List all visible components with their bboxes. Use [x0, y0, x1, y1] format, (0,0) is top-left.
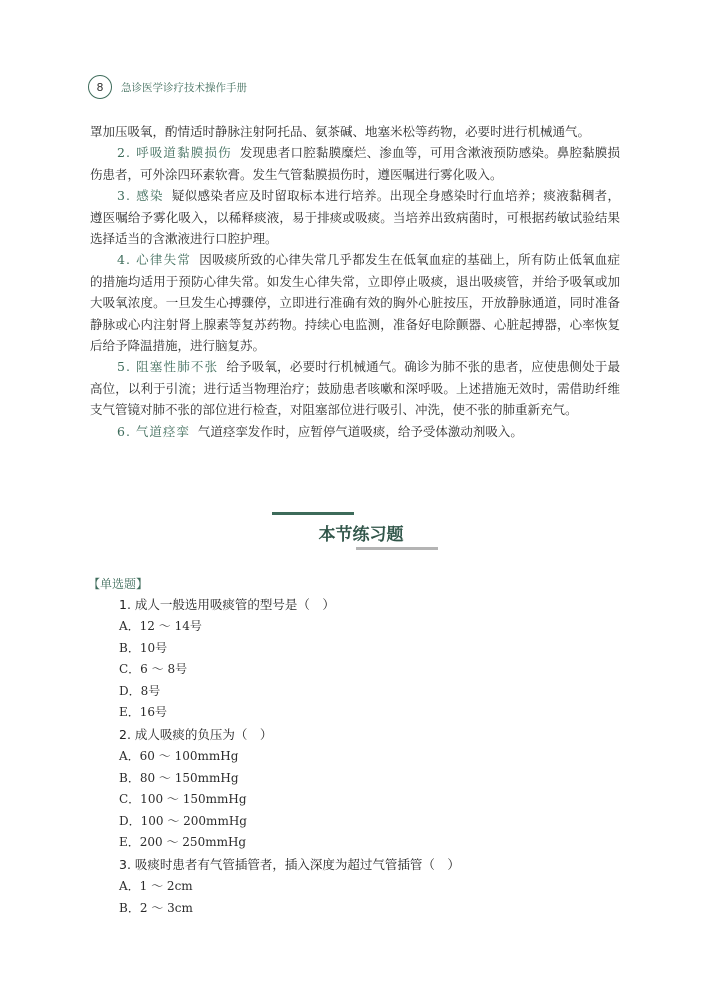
item-text: 疑似感染者应及时留取标本进行培养。出现全身感染时行血培养；痰液黏稠者，遵医嘱给予雾化吸入，以稀释痰液，易于排痰或吸痰。当培养出致病菌时，可根据药敏试验结果选择适当的含漱液进行口腔护理。 [90, 188, 620, 247]
answer-option: B．10号 [119, 640, 168, 655]
item-text: 发现患者口腔黏膜糜烂、渗血等，可用含漱液预防感染。鼻腔黏膜损伤患者，可外涂四环素软膏。发生气管黏膜损伤时，遵医嘱进行雾化吸入。 [90, 145, 620, 182]
item-text: 因吸痰所致的心律失常几乎都发生在低氧血症的基础上，所有防止低氧血症的措施均适用于预防心律失常。如发生心律失常，立即停止吸痰，退出吸痰管，并给予吸氧或加大吸氧浓度。一旦发生心搏骤停，立即进行准确有效的胸外心脏按压，开放静脉通道，同时准备静脉或心内注射肾上腺素等复苏药物。持续心电监测，准备好电除颤器、心脏起搏器，心率恢复后给予降温措施，进行脑复苏。 [90, 252, 620, 354]
answer-option: A．1 ～ 2cm [119, 878, 193, 893]
body-text [90, 121, 620, 442]
answer-option: D．8号 [119, 683, 161, 698]
item-text: 给予吸氧，必要时行机械通气。确诊为肺不张的患者，应使患侧处于最高位，以利于引流；进行适当物理治疗；鼓励患者咳嗽和深呼吸。上述措施无效时，需借助纤维支气管镜对肺不张的部位进行检查，对阻塞部位进行吸引、冲洗，使不张的肺重新充气。 [90, 359, 620, 418]
answer-option: C．100 ～ 150mmHg [119, 792, 247, 807]
paragraph-airway-spasm [90, 421, 620, 442]
question-stem: 1. 成人一般选用吸痰管的型号是（ ） [119, 597, 335, 612]
intro-paragraph: 罩加压吸氧，酌情适时静脉注射阿托品、氨茶碱、地塞米松等药物，必要时进行机械通气。 [90, 124, 591, 139]
answer-option: D．100 ～ 200mmHg [119, 813, 247, 828]
item-title: 2. 呼吸道黏膜损伤 [117, 145, 232, 161]
answer-option: A．12 ～ 14号 [119, 619, 202, 633]
question-stem: 3. 吸痰时患者有气管插管者，插入深度为超过气管插管（ ） [119, 856, 460, 872]
answer-option: E．16号 [119, 705, 168, 720]
quiz [88, 574, 628, 919]
page-number: 8 [88, 75, 112, 99]
book-title: 急诊医学诊疗技术操作手册 [121, 81, 247, 94]
answer-option: B．2 ～ 3cm [119, 900, 193, 915]
section-heading [0, 512, 722, 552]
item-text: 气道痉挛发作时，应暂停气道吸痰，给予受体激动剂吸入。 [197, 423, 523, 439]
item-title: 6. 气道痉挛 [117, 423, 190, 439]
item-title: 5. 阻塞性肺不张 [117, 359, 219, 375]
question-stem: 2. 成人吸痰的负压为（ ） [119, 726, 273, 742]
paragraph-atelectasis [90, 356, 620, 420]
section-rule-bottom [356, 547, 438, 550]
paragraph-arrhythmia [90, 249, 620, 356]
item-title: 3. 感染 [117, 188, 164, 204]
page-header [88, 74, 247, 100]
section-title: 本节练习题 [318, 525, 404, 545]
answer-option: E．200 ～ 250mmHg [119, 835, 247, 850]
question-type-label: 【单选题】 [88, 577, 149, 591]
paragraph-mucosal-injury [90, 142, 620, 185]
answer-option: C．6 ～ 8号 [119, 662, 188, 677]
section-rule-top [272, 512, 354, 515]
answer-option: A．60 ～ 100mmHg [119, 748, 239, 763]
item-title: 4. 心律失常 [117, 252, 192, 268]
paragraph-infection [90, 185, 620, 249]
answer-option: B．80 ～ 150mmHg [119, 770, 239, 785]
